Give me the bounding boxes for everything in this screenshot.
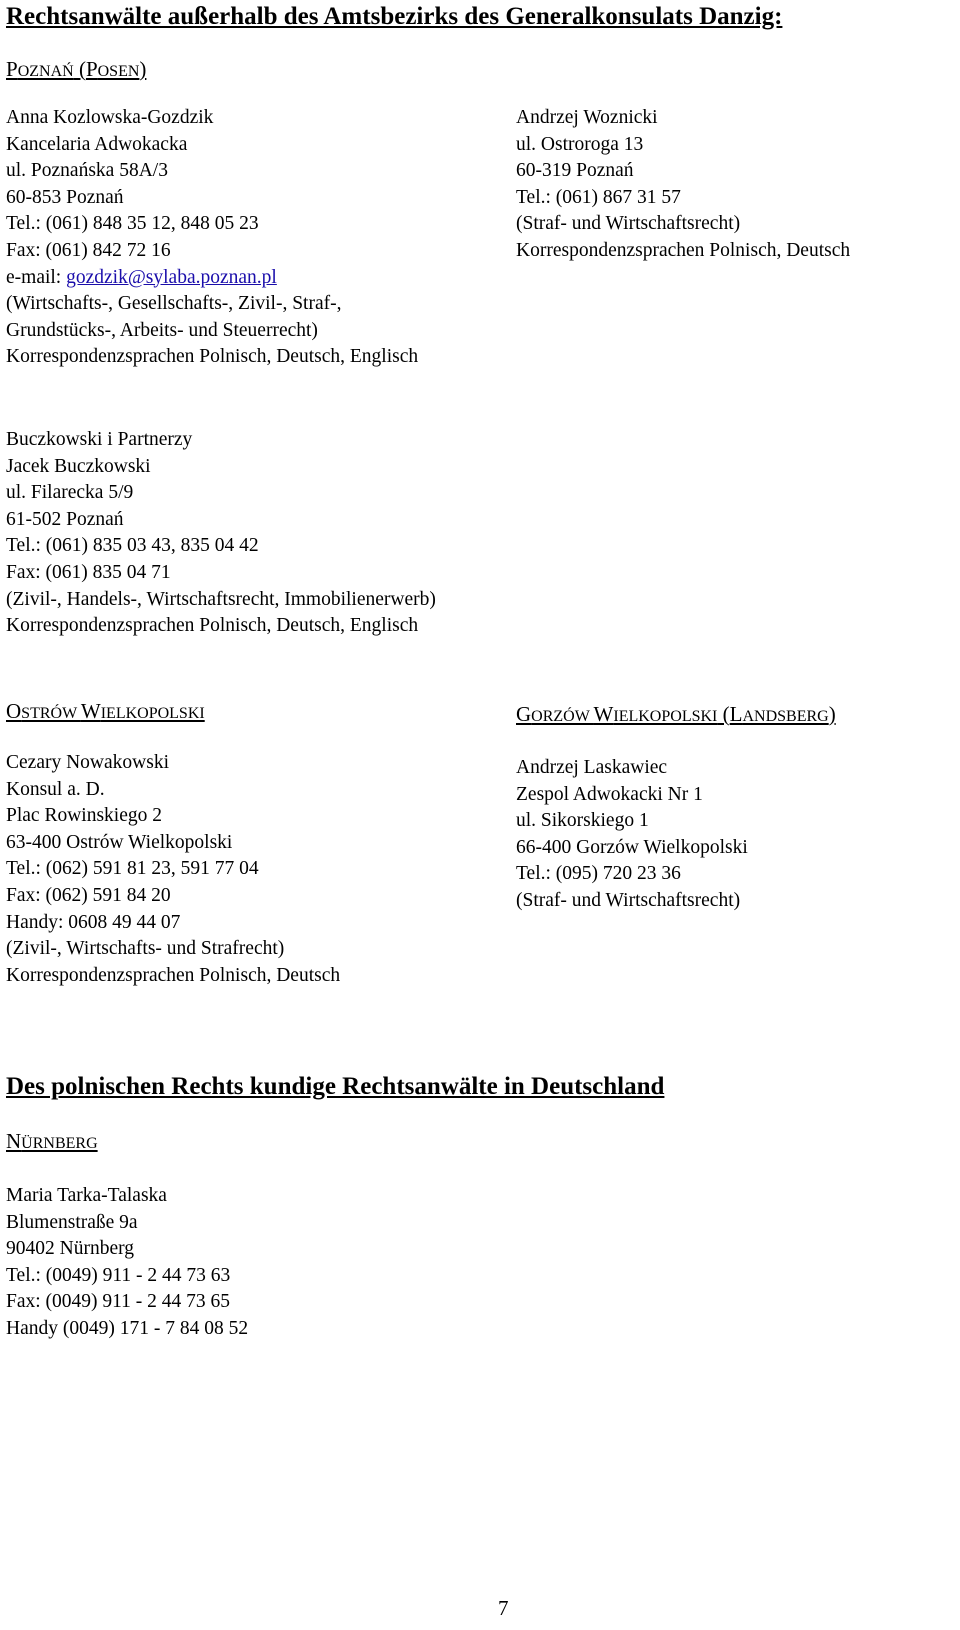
entry-line: ul. Ostroroga 13 — [516, 133, 644, 155]
entry-line: Fax: (0049) 911 - 2 44 73 65 — [6, 1291, 231, 1313]
heading-smallcaps: IELKOPOLSKI — [100, 705, 205, 722]
entry-line: Andrzej Laskawiec — [516, 757, 668, 778]
heading-letter: L — [729, 702, 743, 726]
city-heading-nuernberg — [6, 1128, 98, 1157]
email-line — [6, 265, 418, 292]
lawyer-entry-woznicki — [516, 105, 850, 265]
entry-line: Grundstücks-, Arbeits- und Steuerrecht) — [6, 319, 318, 341]
entry-line: Zespol Adwokacki Nr 1 — [516, 783, 703, 805]
entry-line: Korrespondenzsprachen Polnisch, Deutsch — [516, 239, 851, 261]
entry-line: Tel.: (061) 835 03 43, 835 04 42 — [6, 535, 259, 557]
entry-line: Buczkowski i Partnerzy — [6, 429, 193, 450]
entry-line: Andrzej Woznicki — [516, 107, 658, 128]
entry-line: Handy: 0608 49 44 07 — [6, 911, 181, 933]
heading-letter: P — [6, 57, 18, 81]
entry-line: Handy (0049) 171 - 7 84 08 52 — [6, 1317, 249, 1339]
entry-line: Korrespondenzsprachen Polnisch, Deutsch, Englisch — [6, 346, 419, 368]
email-label: e-mail: — [6, 266, 67, 288]
section-title-outside-district: Rechtsanwälte außerhalb des Amtsbezirks des Generalkonsulats Danzig: — [6, 3, 783, 30]
entry-line: 60-853 Poznań — [6, 186, 124, 208]
entry-line: Konsul a. D. — [6, 778, 105, 800]
heading-smallcaps: ÜRNBERG — [21, 1135, 98, 1152]
email-link[interactable]: gozdzik@sylaba.poznan.pl — [66, 266, 277, 288]
entry-line: 63-400 Ostrów Wielkopolski — [6, 831, 233, 853]
entry-line: (Straf- und Wirtschaftsrecht) — [516, 213, 741, 235]
entry-line: Tel.: (062) 591 81 23, 591 77 04 — [6, 858, 259, 880]
entry-line: Tel.: (0049) 911 - 2 44 73 63 — [6, 1264, 231, 1286]
heading-text: ( — [717, 702, 730, 726]
entry-line: Blumenstraße 9a — [6, 1211, 138, 1233]
entry-line: 61-502 Poznań — [6, 508, 124, 530]
entry-line: ul. Poznańska 58A/3 — [6, 160, 168, 182]
entry-line: ul. Sikorskiego 1 — [516, 810, 649, 832]
entry-line: (Zivil-, Wirtschafts- und Strafrecht) — [6, 938, 285, 960]
lawyer-entry-buczkowski — [6, 427, 436, 640]
heading-smallcaps: ANDSBERG — [742, 708, 829, 725]
city-heading-gorzow — [516, 701, 836, 730]
entry-line: (Straf- und Wirtschaftsrecht) — [516, 889, 741, 911]
city-heading-ostrow — [6, 698, 205, 727]
heading-smallcaps: OSEN — [97, 63, 140, 80]
page-number: 7 — [498, 1596, 509, 1620]
entry-line: Tel.: (095) 720 23 36 — [516, 863, 681, 885]
city-heading-poznan — [6, 56, 146, 85]
entry-line: ul. Filarecka 5/9 — [6, 482, 134, 504]
lawyer-entry-kozlowska — [6, 105, 418, 371]
entry-line: (Wirtschafts-, Gesellschafts-, Zivil-, Straf-, — [6, 293, 342, 315]
heading-letter: W — [593, 702, 614, 726]
entry-line: Plac Rowinskiego 2 — [6, 805, 162, 827]
entry-line: Korrespondenzsprachen Polnisch, Deutsch, Englisch — [6, 615, 419, 637]
heading-text: ( — [73, 57, 86, 81]
section-title-germany: Des polnischen Rechts kundige Rechtsanwälte in Deutschland — [6, 1073, 665, 1100]
heading-smallcaps: ORZÓW — [531, 708, 594, 725]
entry-line: 90402 Nürnberg — [6, 1238, 134, 1260]
entry-line: Jacek Buczkowski — [6, 455, 151, 477]
entry-line: Fax: (061) 842 72 16 — [6, 239, 171, 261]
entry-line: 60-319 Poznań — [516, 160, 634, 182]
entry-line: (Zivil-, Handels-, Wirtschaftsrecht, Immobilienerwerb) — [6, 588, 436, 610]
heading-smallcaps: OZNAŃ — [17, 63, 74, 80]
lawyer-entry-tarka — [6, 1183, 248, 1343]
lawyer-entry-laskawiec — [516, 755, 748, 915]
heading-text: ) — [139, 57, 147, 81]
entry-line: Tel.: (061) 867 31 57 — [516, 186, 681, 208]
entry-line: Tel.: (061) 848 35 12, 848 05 23 — [6, 213, 259, 235]
entry-line: 66-400 Gorzów Wielkopolski — [516, 836, 748, 858]
heading-letter: G — [516, 702, 532, 726]
heading-letter: P — [85, 57, 98, 81]
heading-letter: W — [80, 699, 101, 723]
entry-line: Fax: (061) 835 04 71 — [6, 561, 171, 583]
heading-smallcaps: IELKOPOLSKI — [613, 708, 718, 725]
entry-line: Kancelaria Adwokacka — [6, 133, 188, 155]
entry-line: Korrespondenzsprachen Polnisch, Deutsch — [6, 964, 341, 986]
entry-line: Cezary Nowakowski — [6, 752, 169, 773]
entry-line: Maria Tarka-Talaska — [6, 1185, 167, 1206]
entry-line: Anna Kozlowska-Gozdzik — [6, 107, 214, 128]
heading-smallcaps: STRÓW — [21, 705, 81, 722]
heading-text: ) — [828, 702, 836, 726]
heading-letter: N — [6, 1129, 22, 1153]
lawyer-entry-nowakowski — [6, 750, 340, 989]
entry-line: Fax: (062) 591 84 20 — [6, 884, 171, 906]
heading-letter: O — [6, 699, 22, 723]
